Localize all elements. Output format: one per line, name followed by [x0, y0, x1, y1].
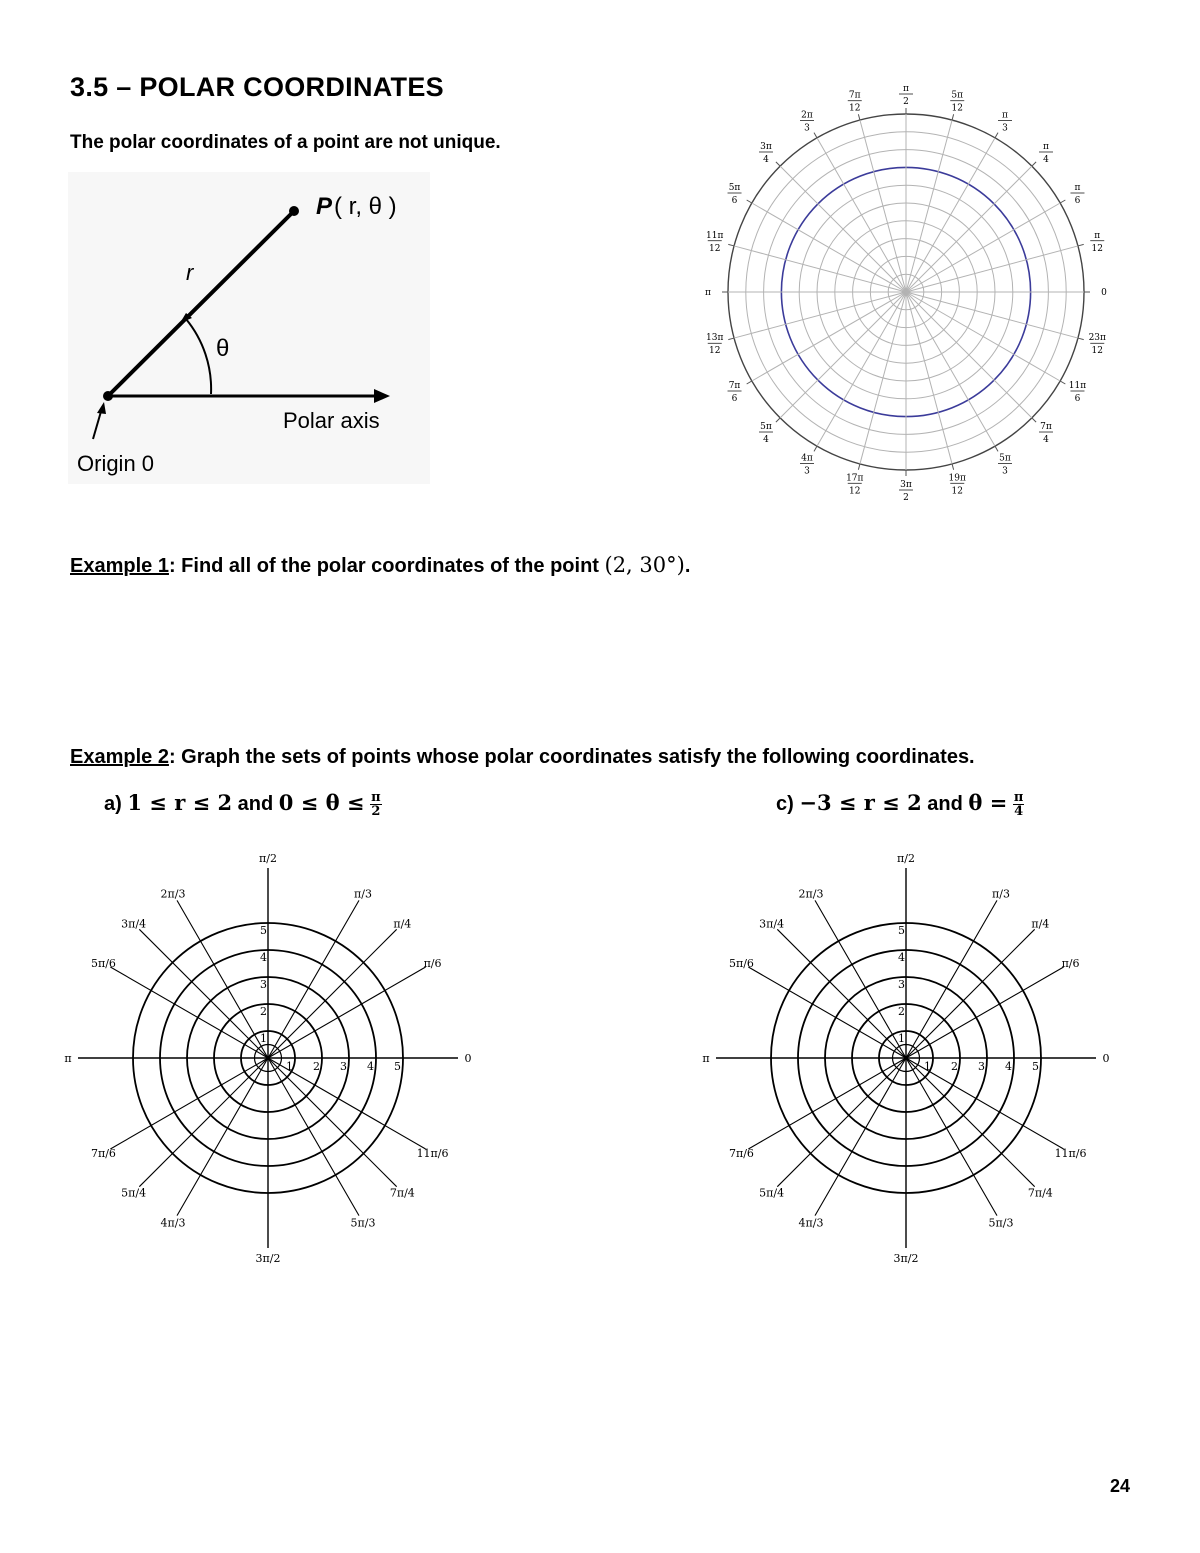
- angle-label: 5π/4: [759, 1186, 785, 1200]
- angle-label-num: 7π: [728, 381, 741, 391]
- example-1-text: : Find all of the polar coordinates of the point: [168, 555, 605, 577]
- angle-label-den: 2: [903, 97, 909, 107]
- grid-tick: [776, 162, 780, 166]
- angle-label-den: 4: [763, 435, 769, 446]
- angle-label: 5π/3: [988, 1216, 1014, 1230]
- part-c-frac-den: 4: [1014, 804, 1024, 820]
- angle-label: 4π/3: [798, 1216, 824, 1230]
- grid-ray: [860, 120, 906, 292]
- part-c-ineq2: θ =: [968, 790, 1008, 815]
- angle-label-num: π: [1043, 141, 1049, 152]
- grid-tick: [1032, 162, 1036, 166]
- page-number: 24: [1109, 1476, 1130, 1496]
- angle-label: π: [702, 1052, 710, 1065]
- grid-tick: [952, 464, 954, 470]
- grid-ray: [734, 246, 906, 292]
- angle-label-den: 6: [731, 394, 738, 404]
- angle-label-den: 4: [763, 154, 769, 165]
- angle-label-den: 4: [1043, 435, 1049, 446]
- polar-point-diagram: [68, 172, 438, 492]
- grid-ray: [906, 138, 995, 292]
- angle-label-num: 7π: [848, 90, 861, 101]
- angle-label-den: 6: [1074, 196, 1081, 206]
- angle-label: 0: [1101, 288, 1107, 298]
- part-a-ineq2: 0 ≤ θ ≤: [278, 790, 365, 815]
- grid-ray: [752, 292, 906, 381]
- part-c-letter: c): [776, 793, 794, 815]
- grid-ray: [817, 292, 906, 446]
- angle-label-num: 17π: [846, 473, 864, 484]
- part-a-ineq1: 1 ≤ r ≤ 2: [127, 790, 233, 815]
- grid-tick: [1060, 381, 1065, 384]
- angle-label-den: 12: [951, 486, 963, 497]
- angle-label: π/6: [1061, 957, 1080, 970]
- ring-value-y: 2: [260, 1005, 267, 1018]
- point-label-coords: ( r, θ ): [334, 193, 397, 220]
- angle-label-num: 4π: [801, 453, 813, 464]
- example-2-text: : Graph the sets of points whose polar coordinates satisfy the following coordinates.: [168, 746, 975, 768]
- part-a-frac-num: π: [371, 790, 381, 806]
- grid-tick: [814, 446, 817, 451]
- angle-label-den: 12: [709, 346, 721, 357]
- angle-label-den: 3: [804, 466, 810, 477]
- part-a: [104, 790, 382, 818]
- angle-label-num: 5π: [728, 183, 741, 193]
- ring-value-x: 2: [951, 1060, 958, 1073]
- angle-label: π/2: [259, 852, 277, 865]
- grid-ray: [906, 292, 1078, 338]
- angle-label-num: 11π: [706, 230, 724, 241]
- angle-label-num: 7π: [1040, 422, 1052, 433]
- ring-value-y: 1: [260, 1032, 267, 1045]
- angle-label-den: 4: [1043, 154, 1049, 165]
- angle-label: π/4: [1031, 917, 1050, 931]
- grid-tick: [995, 133, 998, 138]
- part-a-letter: a): [104, 793, 122, 815]
- grid-tick: [858, 464, 860, 470]
- ring-value-x: 3: [978, 1060, 985, 1073]
- grid-ray: [906, 292, 1060, 381]
- part-a-frac-den: 2: [371, 804, 381, 820]
- angle-label: 0: [1102, 1052, 1110, 1065]
- angle-label-den: 12: [709, 243, 721, 254]
- grid-ray: [906, 120, 952, 292]
- angle-label: 3π/4: [121, 917, 147, 931]
- example-1: [70, 553, 690, 578]
- reference-polar-grid: [698, 74, 1118, 514]
- grid-tick: [1078, 338, 1084, 340]
- angle-label-num: 23π: [1088, 333, 1106, 344]
- angle-label-den: 12: [1091, 346, 1103, 357]
- ring-value-y: 5: [898, 924, 905, 937]
- angle-label: 5π/3: [350, 1216, 376, 1230]
- ring-value-y: 1: [898, 1032, 905, 1045]
- angle-label: 3π/2: [893, 1252, 919, 1265]
- part-c: [776, 790, 1024, 818]
- angle-label: 3π/4: [759, 917, 785, 931]
- angle-label: 5π/6: [90, 957, 116, 970]
- grid-tick: [728, 244, 734, 246]
- graph-grid-c: [698, 848, 1118, 1268]
- angle-label: π/3: [354, 887, 372, 901]
- ring-value-x: 5: [394, 1060, 401, 1073]
- angle-label-num: 11π: [1068, 381, 1087, 391]
- angle-label: π: [64, 1052, 72, 1065]
- angle-label: 11π/6: [416, 1147, 449, 1160]
- grid-ray: [734, 292, 906, 338]
- ring-value-y: 2: [898, 1005, 905, 1018]
- ring-value-x: 4: [1005, 1060, 1012, 1073]
- angle-label-num: 5π: [760, 422, 772, 433]
- ring-value-x: 5: [1032, 1060, 1039, 1073]
- grid-ray: [860, 292, 906, 464]
- grid-tick: [1078, 244, 1084, 246]
- angle-label-num: 13π: [706, 333, 724, 344]
- example-1-end: .: [684, 555, 691, 577]
- ring-value-y: 3: [260, 978, 267, 991]
- angle-label: 7π/4: [389, 1186, 415, 1200]
- graph-grid-a: [60, 848, 480, 1268]
- angle-label-den: 3: [1002, 123, 1008, 134]
- grid-tick: [1032, 418, 1036, 422]
- angle-label-num: π: [903, 84, 909, 94]
- angle-label: 2π/3: [160, 887, 186, 901]
- angle-label: 11π/6: [1054, 1147, 1087, 1160]
- angle-label-num: 2π: [801, 110, 813, 121]
- angle-label: 5π/6: [728, 957, 754, 970]
- angle-label-den: 6: [1074, 394, 1081, 404]
- page-title: 3.5 – POLAR COORDINATES: [70, 72, 444, 102]
- angle-label: 0: [464, 1052, 472, 1065]
- ring-value-x: 2: [313, 1060, 320, 1073]
- angle-label: 7π/4: [1027, 1186, 1053, 1200]
- part-a-and: and: [237, 793, 274, 815]
- ring-value-y: 4: [260, 951, 267, 964]
- angle-label: 3π/2: [255, 1252, 281, 1265]
- angle-label-num: 19π: [948, 473, 966, 484]
- angle-label-num: π: [1094, 230, 1101, 241]
- angle-label: π/2: [897, 852, 915, 865]
- grid-tick: [814, 133, 817, 138]
- angle-label: π/3: [992, 887, 1010, 901]
- angle-label-num: 3π: [900, 480, 912, 490]
- part-c-fraction: [1013, 791, 1025, 818]
- angle-label-den: 12: [849, 103, 861, 114]
- angle-label: 2π/3: [798, 887, 824, 901]
- angle-label-den: 12: [1091, 243, 1103, 254]
- grid-tick: [995, 446, 998, 451]
- example-2: [70, 746, 975, 769]
- grid-ray: [906, 292, 995, 446]
- intro-text: The polar coordinates of a point are not unique.: [70, 132, 501, 153]
- origin-label: Origin 0: [77, 451, 155, 476]
- point-dot: [289, 206, 299, 216]
- angle-label: π: [705, 288, 711, 298]
- angle-label: 4π/3: [160, 1216, 186, 1230]
- ring-value-x: 1: [286, 1060, 293, 1073]
- angle-label-num: 3π: [760, 141, 772, 152]
- part-c-and: and: [927, 793, 963, 815]
- ring-value-y: 4: [898, 951, 905, 964]
- angle-label: 7π/6: [728, 1147, 754, 1160]
- angle-label-den: 3: [1002, 466, 1008, 477]
- angle-label: 7π/6: [90, 1147, 116, 1160]
- angle-label-num: 5π: [951, 90, 964, 101]
- reference-grid-lines: [722, 108, 1090, 476]
- angle-label: 5π/4: [121, 1186, 147, 1200]
- angle-label: θ: [216, 335, 230, 362]
- angle-label-num: 5π: [999, 453, 1011, 464]
- grid-tick: [747, 381, 752, 384]
- angle-label-num: π: [1002, 110, 1008, 121]
- point-label-p: P: [316, 193, 333, 220]
- example-1-point: (2, 30°): [604, 553, 685, 577]
- grid-tick: [747, 200, 752, 203]
- grid-tick: [1060, 200, 1065, 203]
- angle-label-num: π: [1074, 183, 1081, 193]
- radius-label: r: [186, 260, 194, 285]
- angle-label-den: 12: [849, 486, 861, 497]
- grid-tick: [776, 418, 780, 422]
- angle-label-den: 6: [731, 196, 738, 206]
- angle-label-den: 3: [804, 123, 810, 134]
- grid-ray: [906, 246, 1078, 292]
- ring-value-y: 3: [898, 978, 905, 991]
- example-2-label: Example 2: [70, 746, 169, 768]
- ring-value-x: 1: [924, 1060, 931, 1073]
- polar-axis-label: Polar axis: [283, 408, 380, 433]
- angle-label: π/4: [393, 917, 412, 931]
- grid-tick: [728, 338, 734, 340]
- grid-ray: [906, 292, 952, 464]
- ring-value-x: 4: [367, 1060, 374, 1073]
- angle-label-den: 12: [951, 103, 963, 114]
- grid-tick: [858, 114, 860, 120]
- part-a-fraction: [370, 791, 382, 818]
- grid-ray: [906, 203, 1060, 292]
- example-1-label: Example 1: [70, 555, 169, 577]
- angle-label: π/6: [423, 957, 442, 970]
- part-c-ineq1: −3 ≤ r ≤ 2: [799, 790, 922, 815]
- grid-ray: [817, 138, 906, 292]
- ring-value-y: 5: [260, 924, 267, 937]
- grid-ray: [752, 203, 906, 292]
- grid-tick: [952, 114, 954, 120]
- angle-label-den: 2: [903, 493, 909, 503]
- part-c-frac-num: π: [1013, 790, 1024, 806]
- ring-value-x: 3: [340, 1060, 347, 1073]
